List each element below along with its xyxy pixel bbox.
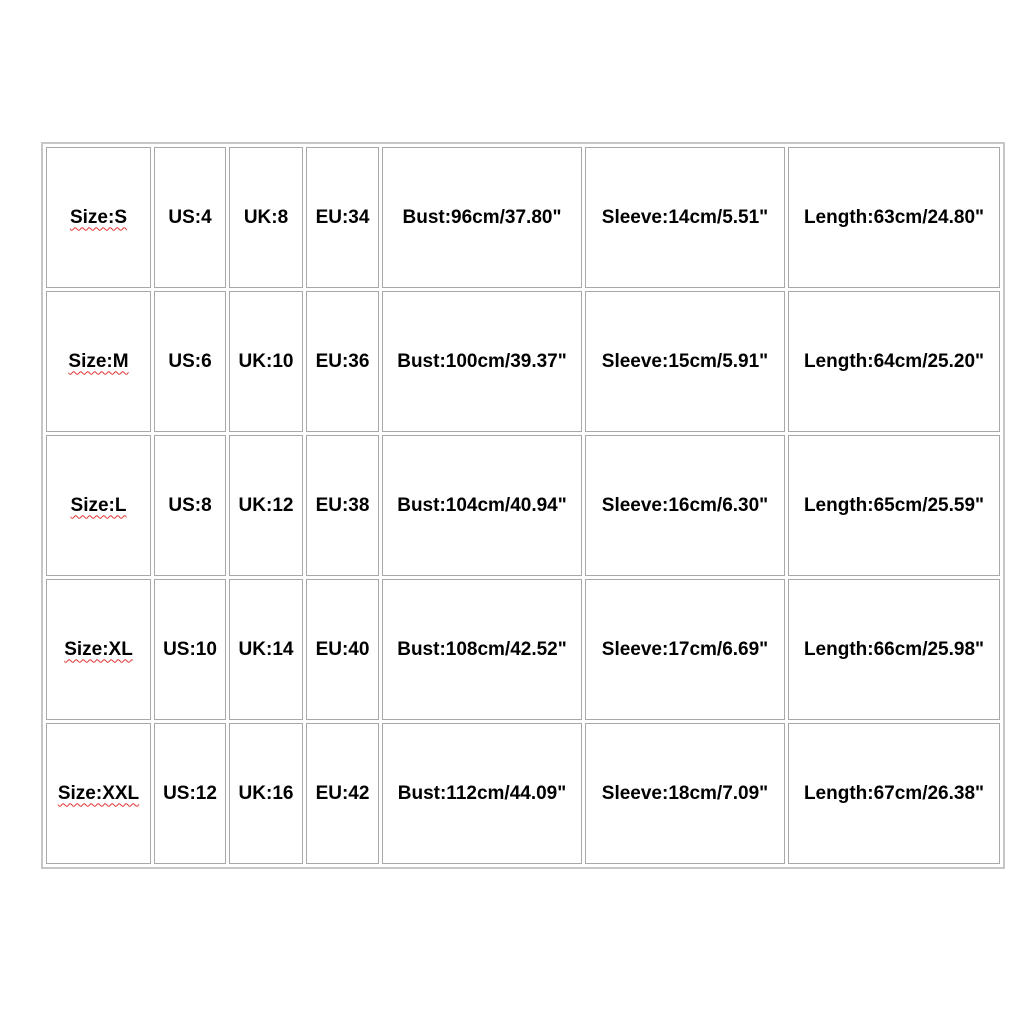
us-size-cell: US:6 (154, 291, 226, 432)
eu-size-cell: EU:42 (306, 723, 379, 864)
bust-cell: Bust:100cm/39.37" (382, 291, 582, 432)
sleeve-cell: Sleeve:14cm/5.51" (585, 147, 785, 288)
uk-size-cell: UK:12 (229, 435, 303, 576)
sleeve-cell: Sleeve:17cm/6.69" (585, 579, 785, 720)
length-cell: Length:67cm/26.38" (788, 723, 1000, 864)
us-size-cell: US:12 (154, 723, 226, 864)
size-cell (46, 291, 151, 432)
sleeve-cell: Sleeve:16cm/6.30" (585, 435, 785, 576)
sleeve-cell: Sleeve:18cm/7.09" (585, 723, 785, 864)
size-label: Size:M (68, 350, 129, 372)
size-cell (46, 147, 151, 288)
table-row (46, 147, 1000, 288)
us-size-cell: US:8 (154, 435, 226, 576)
size-label: Size:L (70, 494, 127, 516)
bust-cell: Bust:104cm/40.94" (382, 435, 582, 576)
uk-size-cell: UK:16 (229, 723, 303, 864)
table-row (46, 579, 1000, 720)
eu-size-cell: EU:34 (306, 147, 379, 288)
eu-size-cell: EU:36 (306, 291, 379, 432)
table-row (46, 723, 1000, 864)
length-cell: Length:66cm/25.98" (788, 579, 1000, 720)
bust-cell: Bust:108cm/42.52" (382, 579, 582, 720)
size-cell (46, 435, 151, 576)
uk-size-cell: UK:10 (229, 291, 303, 432)
bust-cell: Bust:112cm/44.09" (382, 723, 582, 864)
length-cell: Length:63cm/24.80" (788, 147, 1000, 288)
length-cell: Length:65cm/25.59" (788, 435, 1000, 576)
table-row (46, 291, 1000, 432)
sleeve-cell: Sleeve:15cm/5.91" (585, 291, 785, 432)
size-label: Size:XL (64, 638, 133, 660)
length-cell: Length:64cm/25.20" (788, 291, 1000, 432)
table-row (46, 435, 1000, 576)
uk-size-cell: UK:14 (229, 579, 303, 720)
size-label: Size:XXL (57, 782, 140, 804)
bust-cell: Bust:96cm/37.80" (382, 147, 582, 288)
size-chart-table (41, 142, 1005, 869)
size-label: Size:S (69, 206, 128, 228)
us-size-cell: US:10 (154, 579, 226, 720)
size-cell (46, 579, 151, 720)
size-cell (46, 723, 151, 864)
eu-size-cell: EU:38 (306, 435, 379, 576)
eu-size-cell: EU:40 (306, 579, 379, 720)
uk-size-cell: UK:8 (229, 147, 303, 288)
us-size-cell: US:4 (154, 147, 226, 288)
